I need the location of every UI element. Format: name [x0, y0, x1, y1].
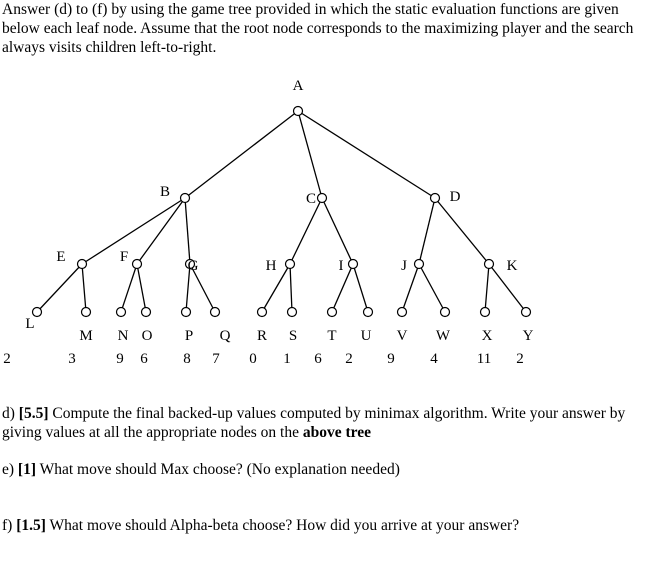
node-labels — [25, 78, 533, 344]
value-V: 9 — [387, 351, 395, 367]
node-C — [318, 194, 327, 203]
node-F — [133, 260, 142, 269]
label-leaf-S: S — [288, 328, 298, 344]
value-L: 2 — [3, 351, 11, 367]
label-node-A: A — [292, 78, 304, 94]
question-f-label: f) — [2, 517, 17, 534]
value-S: 1 — [283, 351, 291, 367]
value-Q: 7 — [212, 351, 220, 367]
label-leaf-R: R — [256, 328, 268, 344]
question-d-text: Compute the final backed-up values computed by minimax algorithm. Write your answer by giving values at all the appropriate nodes on the — [2, 405, 626, 441]
node-W — [441, 308, 450, 317]
node-R — [258, 308, 267, 317]
label-node-J: J — [401, 258, 407, 274]
node-U — [364, 308, 373, 317]
question-d-emphasis: above tree — [302, 424, 372, 441]
value-W: 4 — [430, 351, 438, 367]
label-leaf-P: P — [184, 328, 194, 344]
node-E — [78, 260, 87, 269]
edge-C-H — [290, 198, 322, 264]
node-O — [142, 308, 151, 317]
question-f-text: What move should Alpha-beta choose? How did you arrive at your answer? — [45, 517, 520, 534]
label-leaf-Y: Y — [522, 328, 534, 344]
node-V — [398, 308, 407, 317]
edge-D-J — [419, 198, 435, 264]
question-f — [2, 516, 647, 535]
value-M: 3 — [68, 351, 76, 367]
node-X — [481, 308, 490, 317]
node-N — [117, 308, 126, 317]
label-node-E: E — [56, 249, 66, 265]
edge-C-I — [322, 198, 353, 264]
label-leaf-V: V — [396, 328, 408, 344]
node-M — [82, 308, 91, 317]
edge-F-N — [121, 264, 137, 312]
edge-I-U — [353, 264, 368, 312]
label-leaf-M: M — [79, 328, 93, 344]
edge-A-B — [185, 111, 298, 198]
node-S — [288, 308, 297, 317]
edge-J-W — [419, 264, 445, 312]
label-leaf-O: O — [141, 328, 153, 344]
label-leaf-N: N — [117, 328, 129, 344]
edge-B-F — [137, 198, 185, 264]
label-node-F: F — [119, 249, 129, 265]
tree-edges — [37, 111, 526, 312]
value-T: 6 — [314, 351, 322, 367]
label-leaf-U: U — [360, 328, 372, 344]
label-node-K: K — [506, 258, 518, 274]
question-e-text: What move should Max choose? (No explanation needed) — [36, 461, 400, 478]
value-X: 11 — [476, 351, 492, 367]
label-node-C: C — [305, 191, 317, 207]
value-Y: 2 — [516, 351, 524, 367]
question-e-label: e) — [2, 461, 18, 478]
edge-B-G — [185, 198, 190, 264]
edge-D-K — [435, 198, 489, 264]
question-e — [2, 460, 647, 479]
value-R: 0 — [249, 351, 257, 367]
edge-E-M — [82, 264, 86, 312]
edge-B-E — [82, 198, 185, 264]
node-Q — [211, 308, 220, 317]
tree-nodes — [33, 107, 531, 317]
edge-F-O — [137, 264, 146, 312]
node-B — [181, 194, 190, 203]
node-I — [349, 260, 358, 269]
question-d-label: d) — [2, 405, 19, 422]
label-node-I: I — [338, 258, 344, 274]
label-leaf-Q: Q — [219, 328, 231, 344]
edge-H-S — [290, 264, 292, 312]
leaf-values — [3, 351, 524, 367]
question-d — [2, 404, 647, 442]
value-P: 8 — [183, 351, 191, 367]
value-O: 6 — [140, 351, 148, 367]
node-K — [485, 260, 494, 269]
label-leaf-X: X — [481, 328, 493, 344]
label-leaf-T: T — [327, 328, 337, 344]
label-leaf-L: L — [25, 316, 35, 332]
node-H — [286, 260, 295, 269]
node-Y — [522, 308, 531, 317]
value-N: 9 — [116, 351, 124, 367]
label-node-B: B — [159, 184, 171, 200]
node-D — [431, 194, 440, 203]
value-U: 2 — [345, 351, 353, 367]
question-f-points: [1.5] — [16, 517, 46, 534]
label-node-D: D — [449, 189, 461, 205]
edge-E-L — [37, 264, 82, 312]
node-A — [294, 107, 303, 116]
node-J — [415, 260, 424, 269]
node-P — [182, 308, 191, 317]
label-leaf-W: W — [435, 328, 451, 344]
edge-K-X — [485, 264, 489, 312]
intro-paragraph: Answer (d) to (f) by using the game tree provided in which the static evaluation functions are given below each leaf node. Assume that the root node corresponds to the maximizing player and the search always visits children left-to-right. — [2, 1, 634, 56]
label-node-G: G — [187, 258, 199, 274]
label-node-H: H — [265, 258, 277, 274]
node-T — [328, 308, 337, 317]
question-d-points: [5.5] — [18, 405, 49, 422]
question-e-points: [1] — [17, 461, 36, 478]
